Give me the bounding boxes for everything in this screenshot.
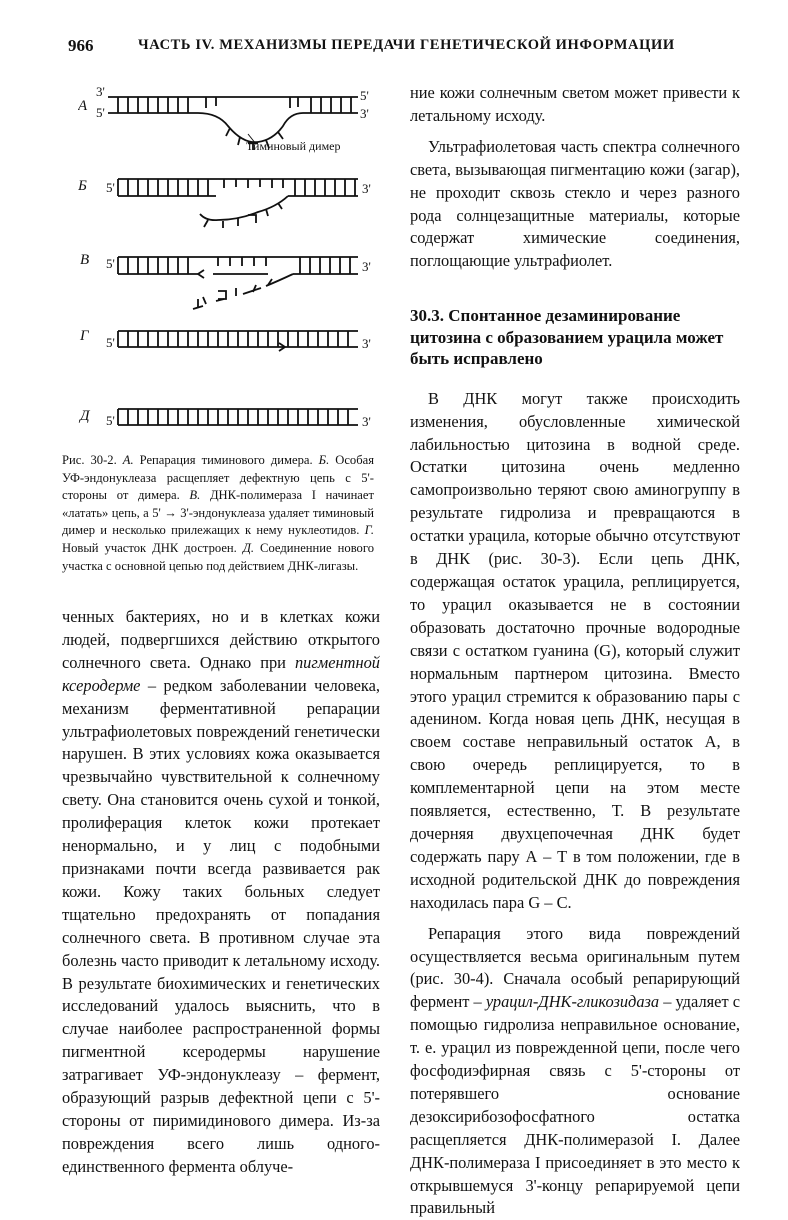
panel-b-diagram (118, 179, 358, 228)
running-head: ЧАСТЬ IV. МЕХАНИЗМЫ ПЕРЕДАЧИ ГЕНЕТИЧЕСКОЙ ИНФОРМАЦИИ (138, 37, 675, 53)
panel-label-g: Г (80, 328, 89, 344)
paragraph: ченных бактериях, но и в клетках кожи людей, подвергшихся действию открытого солнечного света. Однако при пигментной ксеродерме – редком заболевании человека, механизм ферментативной репарации ультрафиолетовых повреждений генетически нарушен. В этих условиях кожа оказывается чрезвычайно чувствительной к солнечному свету. Она становится очень сухой и тонкой, пролиферация клеток кожи протекает ненормально, и у лиц с подобными признаками почти всегда развивается рак кожи. Кожу таких больных следует тщательно предохранять от попадания солнечного света. В противном случае эта болезнь часто приводит к летальному исходу. В результате биохимических и генетических исследований удалось выяснить, что в случае наиболее распространенной формы пигментной ксеродермы нарушение затрагивает УФ-эндонуклеазу – фермент, образующий разрыв дефектной цепи с 5'-стороны от пиримидинового димера. Из-за повреждения всего лишь одного-единственного фермента облуче- (62, 607, 380, 1176)
page-header (68, 36, 728, 58)
page-number: 966 (68, 36, 94, 55)
end-label-3-g: 3' (362, 336, 371, 351)
end-label-3-top-a: 3' (96, 84, 105, 99)
end-label-3-b: 3' (362, 181, 371, 196)
section-title: 30.3. Спонтанное дезаминирование цитозина с образованием урацила может быть исправлено (410, 306, 724, 369)
panel-d-diagram (118, 409, 358, 425)
paragraph: В ДНК могут также происходить изменения, обусловленные химической лабильностью цитозина в водной среде. Остатки цитозина очень медленно самопроизвольно теряют свою аминогруппу в результате гидролиза и превращаются в остатки урацила, которые обычно отсутствуют в ДНК (рис. 30-3). Если цепь ДНК, содержащая остаток урацила, реплицируется, то урацил оказывается не в состоянии образовать достаточно прочные водородные связи с остатком гуанина (G), который служит нормальным партнером цитозина. Вместо этого урацил стремится к образованию пары с аденином. Когда новая цепь ДНК, несущая в своем составе неправильный остаток А, в свою очередь реплицируется, то в комплементарной цепи на этом месте появляется, естественно, Т. В результате дочерняя двухцепочечная ДНК будет содержать пару А – Т в том положении, где в исходной родительской ДНК до повреждения находилась пара G – C. (410, 388, 740, 912)
end-label-3-c: 3' (362, 259, 371, 274)
paragraph: Репарация этого вида повреждений осуществляется весьма оригинальным путем (рис. 30-4). Сначала особый репарирующий фермент – урацил-ДНК-гликозидаза – удаляет с помощью гидролиза неправильное основание, т. е. урацил из поврежденной цепи, после чего фосфодиэфирная связь с 5'-стороны от потерявшего основание дезоксирибозофосфатного остатка расщепляется ДНК-полимеразой I. Далее ДНК-полимераза I присоединяет в это место к открывшемуся 3'-концу репарируемой цепи правильный (410, 923, 740, 1218)
panel-label-a: А (78, 98, 88, 114)
panel-label-b: Б (78, 178, 87, 194)
dna-repair-diagram (78, 82, 388, 452)
end-label-5-c: 5' (106, 256, 115, 271)
thymine-dimer-label: Тиминовый димер (246, 139, 341, 153)
end-label-5-b: 5' (106, 180, 115, 195)
right-column (410, 82, 740, 1220)
end-label-3-right-a: 3' (360, 106, 369, 121)
end-label-5-d: 5' (106, 413, 115, 428)
panel-label-d: Д (80, 408, 90, 424)
panel-c-diagram (118, 257, 358, 309)
left-column (62, 606, 380, 1179)
end-label-5-right-a: 5' (360, 88, 369, 103)
figure-caption: Рис. 30-2. А. Репарация тиминового димера. Б. Особая УФ-эндонуклеаза расщепляет дефектную цепь с 5'-стороны от димера. В. ДНК-полимераза I начинает «латать» цепь, а 5' → 3'-эндонуклеаза удаляет тиминовый димер и несколько прилежащих к нему нуклеотидов. Г. Новый участок ДНК достроен. Д. Соединенние нового участка с основной цепью под действием ДНК-лигазы. (62, 453, 375, 573)
paragraph: Ультрафиолетовая часть спектра солнечного света, вызывающая пигментацию кожи (загар), не проходит сквозь стекло и через разного рода солнцезащитные материалы, которые содержат химические соединения, поглощающие ультрафиолет. (410, 136, 740, 271)
end-label-5-g: 5' (106, 335, 115, 350)
figure-30-2 (78, 82, 388, 452)
end-label-5-bottom-a: 5' (96, 105, 105, 120)
panel-g-diagram (118, 331, 358, 351)
paragraph: ние кожи солнечным светом может привести к летальному исходу. (410, 83, 740, 125)
end-label-3-d: 3' (362, 414, 371, 429)
panel-label-c: В (80, 252, 90, 268)
